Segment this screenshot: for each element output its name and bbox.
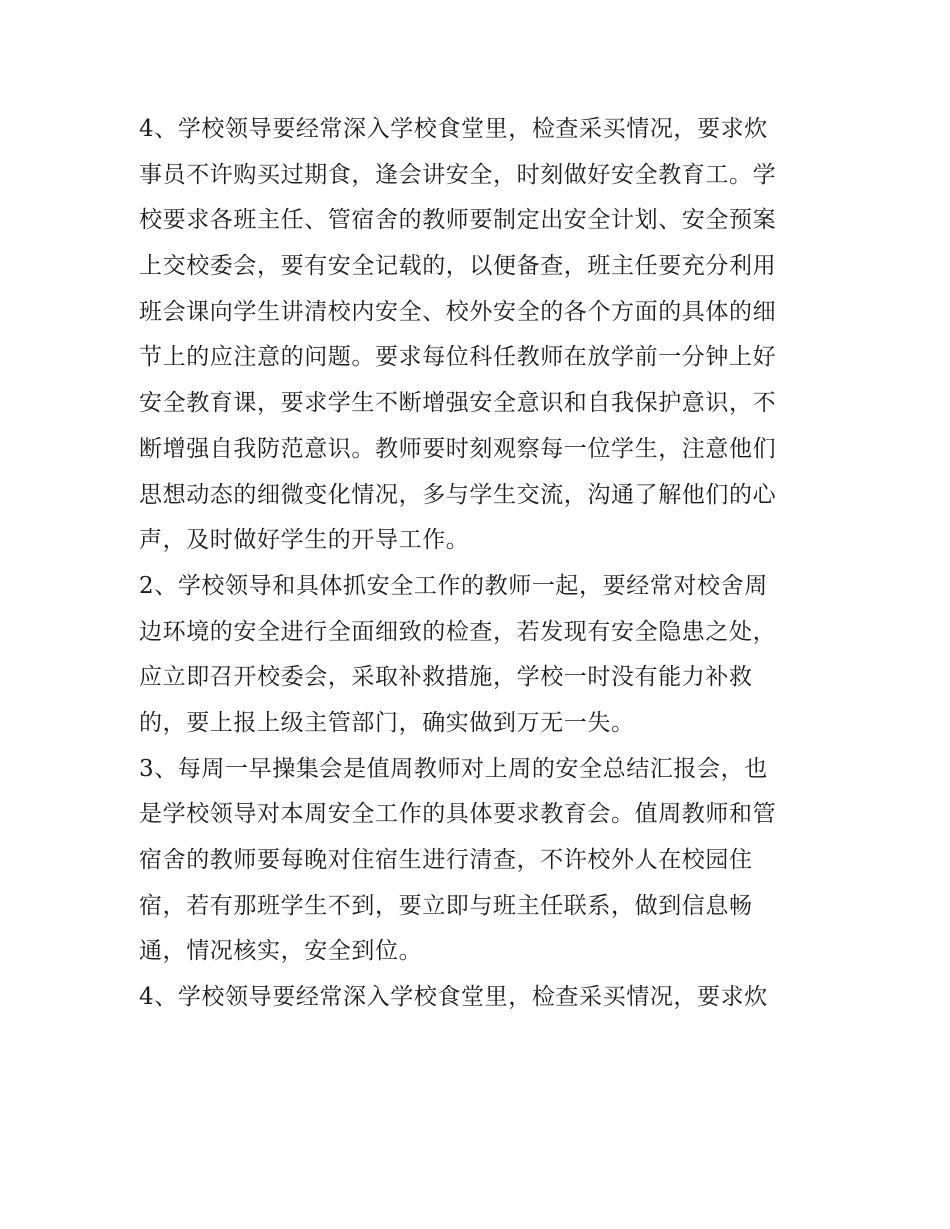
text-line: 边环境的安全进行全面细致的检查，若发现有安全隐患之处， bbox=[139, 618, 777, 645]
text-line: 宿舍的教师要每晚对住宿生进行清查，不许校外人在校园住 bbox=[139, 847, 753, 873]
text-line: 通，情况核实，安全到位。 bbox=[139, 938, 423, 965]
text-line: 3、每周一早操集会是值周教师对上周的安全总结汇报会，也 bbox=[139, 755, 768, 782]
document-body bbox=[139, 107, 819, 1021]
text-line: 节上的应注意的问题。要求每位科任教师在放学前一分钟上好 bbox=[139, 344, 777, 371]
text-line: 4、学校领导要经常深入学校食堂里，检查采买情况，要求炊 bbox=[139, 984, 768, 1011]
text-line: 4、学校领导要经常深入学校食堂里，检查采买情况，要求炊 bbox=[139, 116, 768, 142]
text-line: 安全教育课，要求学生不断增强安全意识和自我保护意识，不 bbox=[139, 390, 777, 417]
text-line: 声，及时做好学生的开导工作。 bbox=[139, 527, 470, 554]
text-line: 断增强自我防范意识。教师要时刻观察每一位学生，注意他们 bbox=[139, 435, 777, 462]
text-line: 宿，若有那班学生不到，要立即与班主任联系，做到信息畅 bbox=[139, 892, 753, 919]
text-line: 是学校领导对本周安全工作的具体要求教育会。值周教师和管 bbox=[139, 801, 777, 828]
text-line: 上交校委会，要有安全记载的，以便备查，班主任要充分利用 bbox=[139, 253, 777, 280]
text-line: 思想动态的细微变化情况，多与学生交流，沟通了解他们的心 bbox=[139, 481, 777, 508]
text-line: 的，要上报上级主管部门，确实做到万无一失。 bbox=[139, 709, 635, 736]
text-line: 应立即召开校委会，采取补救措施，学校一时没有能力补救 bbox=[139, 664, 753, 691]
text-line: 班会课向学生讲清校内安全、校外安全的各个方面的具体的细 bbox=[139, 298, 777, 325]
text-line: 2、学校领导和具体抓安全工作的教师一起，要经常对校舍周 bbox=[139, 572, 768, 599]
text-line: 事员不许购买过期食，逢会讲安全，时刻做好安全教育工。学 bbox=[139, 161, 777, 188]
text-line: 校要求各班主任、管宿舍的教师要制定出安全计划、安全预案 bbox=[139, 207, 777, 234]
